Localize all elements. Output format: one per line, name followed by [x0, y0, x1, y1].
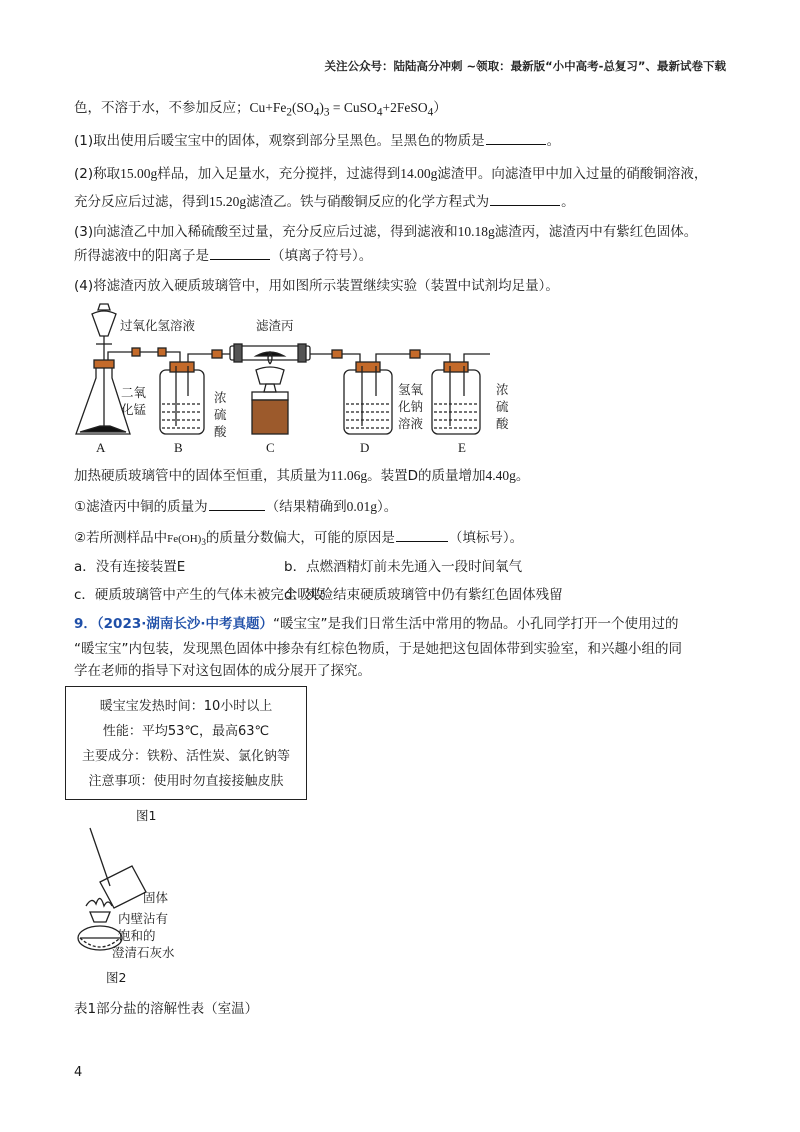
letter-D: D: [360, 440, 370, 455]
answer-blank[interactable]: [396, 529, 448, 542]
label-naoh-1: 氢氧: [398, 382, 424, 397]
page-number: 4: [74, 1065, 83, 1080]
question-2-line-2: 充分反应后过滤，得到15.20g滤渣乙。铁与硝酸铜反应的化学方程式为 。: [74, 194, 575, 210]
table-1-caption: 表1部分盐的溶解性表（室温）: [74, 1001, 259, 1017]
option-b[interactable]: b．点燃酒精灯前未先通入一段时间氧气: [284, 559, 523, 575]
text: 色，不溶于水，不参加反应；: [74, 100, 250, 116]
question-3-line-1: (3)向滤渣乙中加入稀硫酸至过量，充分反应后过滤，得到滤液和10.18g滤渣丙，滤渣丙中有紫红色固体。: [74, 224, 698, 240]
answer-blank[interactable]: [209, 498, 265, 511]
question-9-line-2: “暖宝宝”内包装，发现黑色固体中掺杂有红棕色物质，于是她把这包固体带到实验室，和兴趣小组的同: [74, 641, 682, 657]
letter-C: C: [266, 440, 275, 455]
fig2-wall-label-3: 澄清石灰水: [112, 945, 175, 960]
label-b-1: 浓: [214, 390, 227, 405]
equation: $Cu+Fe_2(SO_4)_3$ = CuSO$_4$+2FeSO$_4$: [249, 100, 434, 119]
flame: [86, 898, 112, 906]
label-mno2-2: 化锰: [121, 402, 147, 417]
fig2-wall-label-2: 饱和的: [118, 928, 156, 943]
question-1: (1)取出使用后暖宝宝中的固体，观察到部分呈黑色。呈黑色的物质是 。: [74, 133, 561, 149]
fig2-solid-label: 固体: [143, 890, 169, 905]
page-header: 关注公众号：陆陆高分冲刺 ~领取：最新版“小中高考-总复习”、最新试卷下载: [324, 59, 726, 73]
funnel-stopper: [98, 304, 110, 310]
question-number: 9．: [74, 616, 97, 632]
question-3-line-2: 所得滤液中的阳离子是 （填离子符号）。: [74, 248, 373, 264]
continuation-line: 色，不溶于水，不参加反应；$Cu+Fe_2(SO_4)_3$ = CuSO$_4$+2FeSO$_4$）: [74, 100, 447, 119]
question-source: （2023·湖南长沙·中考真题）: [96, 616, 273, 632]
separatory-funnel: [92, 311, 116, 336]
option-d[interactable]: d．实验结束硬质玻璃管中仍有紫红色固体残留: [284, 587, 563, 603]
alcohol-lamp: [256, 367, 284, 384]
label-b-2: 硫: [214, 407, 227, 422]
label-naoh-2: 化钠: [398, 399, 424, 414]
letter-B: B: [174, 440, 183, 455]
sub-question-1: ①滤渣丙中铜的质量为 （结果精确到0.01g）。: [74, 499, 398, 515]
fig1-line-3: 主要成分：铁粉、活性炭、氯化钠等: [81, 749, 290, 764]
figure-1-box: [65, 686, 307, 800]
option-c[interactable]: c．硬质玻璃管中产生的气体未被完全吸收: [74, 587, 325, 603]
question-9-line-1: 9．（2023·湖南长沙·中考真题）“暖宝宝”是我们日常生活中常用的物品。小孔同学打开一个使用过的: [74, 616, 679, 632]
letter-E: E: [458, 440, 466, 455]
question-4: (4)将滤渣丙放入硬质玻璃管中，用如图所示装置继续实验（装置中试剂均足量）。: [74, 278, 559, 294]
question-9-line-3: 学在老师的指导下对这包固体的成分展开了探究。: [74, 663, 371, 679]
label-e-2: 硫: [496, 399, 509, 414]
fig1-line-4: 注意事项：使用时勿直接接触皮肤: [88, 774, 284, 789]
label-b-3: 酸: [214, 424, 227, 439]
fig1-line-1: 暖宝宝发热时间：10小时以上: [99, 699, 273, 714]
bottle-D: [344, 370, 392, 434]
bottle-B: [160, 370, 204, 434]
fig2-wall-label-1: 内壁沾有: [118, 911, 169, 926]
label-residue: 滤渣丙: [256, 318, 294, 333]
option-a[interactable]: a．没有连接装置E: [74, 559, 186, 575]
answer-blank[interactable]: [490, 193, 560, 206]
label-h2o2: 过氧化氢溶液: [120, 318, 196, 333]
label-e-1: 浓: [496, 382, 509, 397]
sub-question-2: ②若所测样品中$Fe(OH)_3$的质量分数偏大，可能的原因是 （填标号）。: [74, 530, 524, 548]
label-e-3: 酸: [496, 416, 509, 431]
figure-2-caption: 图2: [106, 970, 127, 985]
question-2-line-1: (2)称取15.00g样品，加入足量水，充分搅拌，过滤得到14.00g滤渣甲。向滤渣甲中加入过量的硝酸铜溶液，: [74, 166, 708, 182]
letter-A: A: [96, 440, 106, 455]
label-mno2-1: 二氧: [121, 385, 147, 400]
answer-blank[interactable]: [210, 247, 270, 260]
label-naoh-3: 溶液: [398, 416, 424, 431]
fig1-line-2: 性能：平均53℃，最高63℃: [102, 724, 270, 739]
heating-result: 加热硬质玻璃管中的固体至恒重，其质量为11.06g。装置D的质量增加4.40g。: [74, 468, 530, 484]
answer-blank[interactable]: [486, 132, 546, 145]
figure-1-caption: 图1: [136, 808, 157, 823]
bottle-E: [432, 370, 480, 434]
